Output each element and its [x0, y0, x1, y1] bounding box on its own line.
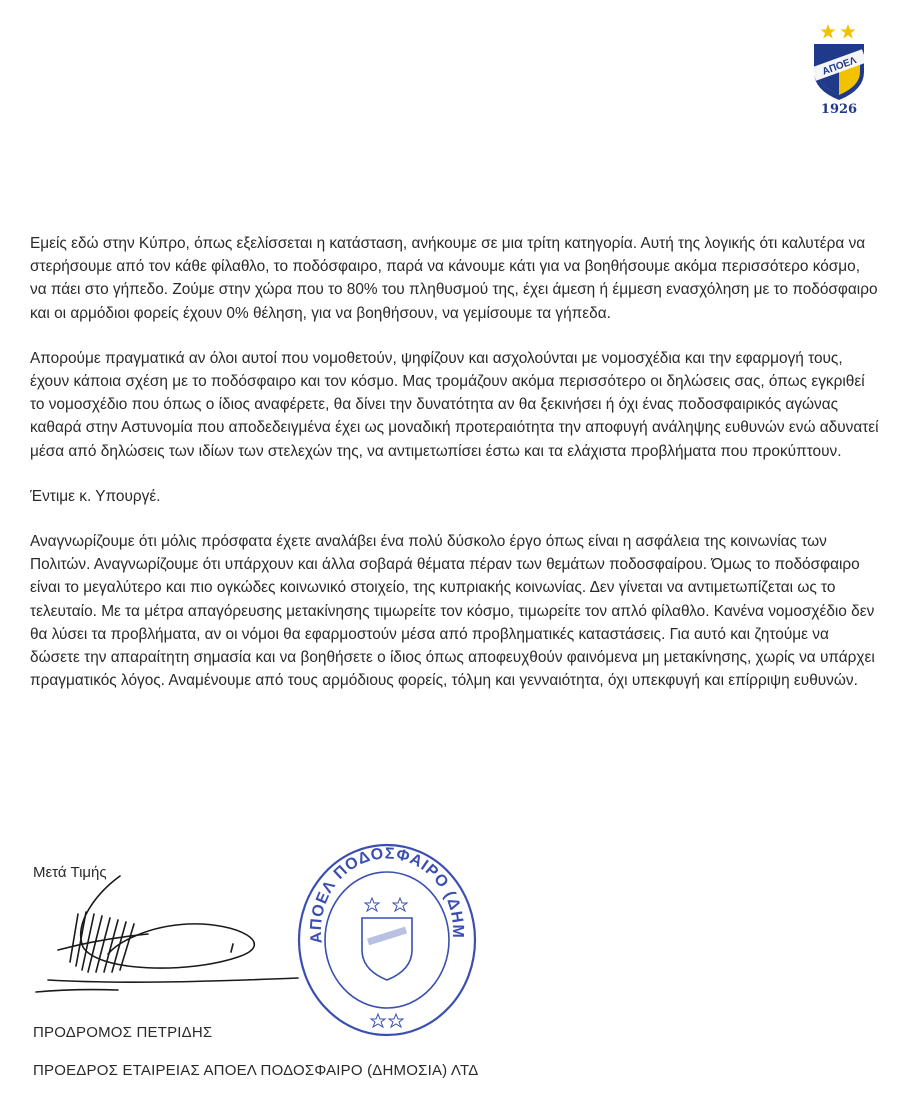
- greeting: Έντιμε κ. Υπουργέ.: [30, 487, 161, 505]
- logo-text: ΑΠΟΕΛ: [820, 55, 859, 78]
- seal-star-icon: [389, 1014, 403, 1027]
- svg-text:ΑΠΟΕΛ ΠΟΔΟΣΦΑΙΡΟ (ΔΗΜΟΣΙΑ) ΛΤΔ: [292, 838, 466, 944]
- paragraph-2: Απορούμε πραγματικά αν όλοι αυτοί που νομοθετούν, ψηφίζουν και ασχολούνται με νομοσχέδια και την εφαρμογή τους, έχουν κάποια σχέση με το ποδόσφαιρο και τον κόσμο. Μας τρομάζουν ακόμα περισσότερο οι δηλώσεις σας, όπως εγκριθεί το νομοσχέδιο που όπως ο ίδιος αναφέρετε, θα δίνει την δυνατότητα αν θα ξεκινήσει ή όχι ένας ποδοσφαιρικός αγώνας καθαρά στην Αστυνομία που αποδεδειγμένα έχει ως μοναδική προτεραιότητα την αποφυγή ανάληψης ευθυνών ενώ αδυνατεί μέσα από δηλώσεις των ιδίων των στελεχών της, να αντιμετωπίσει έστω και τα ελάχιστα προβλήματα που προκύπτουν.: [30, 349, 879, 460]
- seal-text: ΑΠΟΕΛ ΠΟΔΟΣΦΑΙΡΟ (ΔΗΜ: [307, 845, 467, 945]
- signatory-name: ΠΡΟΔΡΟΜΟΣ ΠΕΤΡΙΔΗΣ: [33, 1024, 213, 1041]
- sign-off: Μετά Τιμής: [33, 864, 107, 881]
- signatory-title: ΠΡΟΕΔΡΟΣ ΕΤΑΙΡΕΙΑΣ ΑΠΟΕΛ ΠΟΔΟΣΦΑΙΡΟ (ΔΗΜΟΣΙΑ) ΛΤΔ: [33, 1062, 479, 1079]
- star-icon: [821, 24, 836, 39]
- paragraph-1: Εμείς εδώ στην Κύπρο, όπως εξελίσσεται η κατάσταση, ανήκουμε σε μια τρίτη κατηγορία. Αυτή της λογικής ότι καλυτέρα να στερήσουμε από τον κάθε φίλαθλο, το ποδόσφαιρο, παρά να κάνουμε κάτι για να βοηθήσουμε ακόμα περισσότερο κόσμο, να πάει στο γήπεδο. Ζούμε στην χώρα που το 80% του πληθυσμού της, έχει άμεση ή έμμεση ενασχόληση με το ποδόσφαιρο και οι αρμόδιοι φορείς έχουν 0% θέληση, για να βοηθήσουν, να γεμίσουμε τα γήπεδα.: [30, 235, 878, 322]
- letter-body: [30, 232, 880, 714]
- seal-star-icon: [365, 898, 379, 911]
- seal-star-icon: [371, 1014, 385, 1027]
- star-icon: [841, 24, 856, 39]
- seal-star-icon: [393, 898, 407, 911]
- logo-year: 1926: [820, 102, 858, 117]
- company-seal: [292, 838, 482, 1038]
- apoel-crest-icon: [808, 22, 870, 122]
- handwritten-signature: [28, 862, 318, 1002]
- paragraph-3: Αναγνωρίζουμε ότι μόλις πρόσφατα έχετε αναλάβει ένα πολύ δύσκολο έργο όπως είναι η ασφάλεια της κοινωνίας των Πολιτών. Αναγνωρίζουμε ότι υπάρχουν και άλλα σοβαρά θέματα πέραν των θεμάτων ποδοσφαίρου. Όμως το ποδόσφαιρο είναι το μεγαλύτερο και πιο ογκώδες κοινωνικό στοιχείο, της κυπριακής κοινωνίας. Δεν γίνεται να αντιμετωπίζεται ως το τελευταίο. Με τα μέτρα απαγόρευσης μετακίνησης τιμωρείτε τον κόσμο, τιμωρείτε τον απλό φίλαθλο. Κανένα νομοσχέδιο δεν θα λύσει τα προβλήματα, αν οι νόμοι θα εφαρμοστούν μέσα από προβληματικές καταστάσεις. Για αυτό και ζητούμε να δώσετε την απαραίτητη σημασία και να βοηθήσετε ο ίδιος όπως αποφευχθούν φαινόμενα μη μετακίνησης, χωρίς να υπάρχει πραγματικός λόγος. Αναμένουμε από τους αρμόδιους φορείς, τόλμη και γενναιότητα, όχι υπεκφυγή και επίρριψη ευθυνών.: [30, 533, 875, 690]
